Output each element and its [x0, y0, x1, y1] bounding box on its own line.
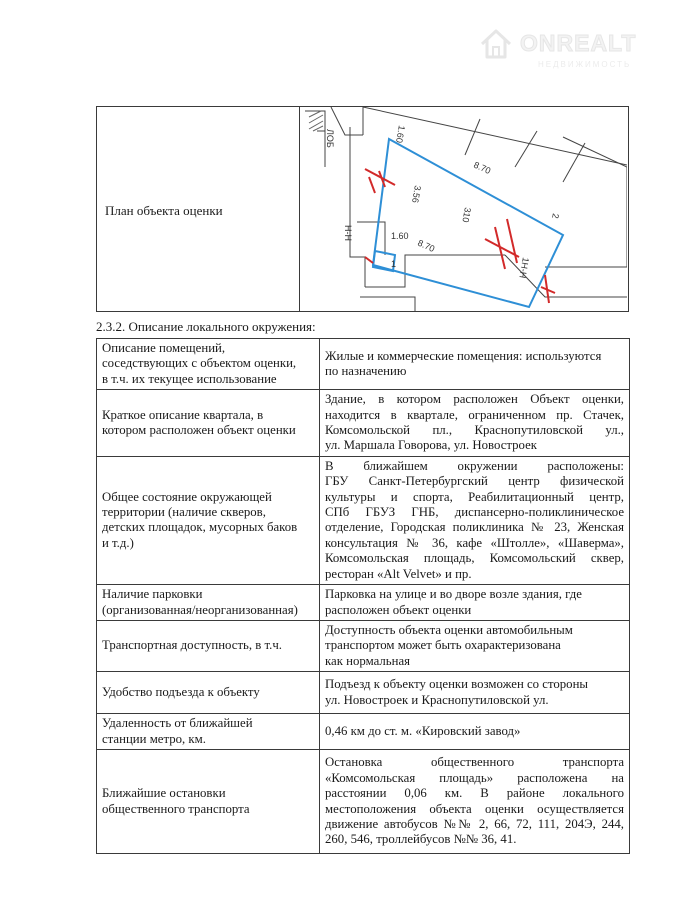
row-value-line: ГБУ Санкт-Петербургский центр физической	[325, 474, 624, 489]
table-row	[97, 585, 630, 621]
row-label-line: общественного транспорта	[102, 801, 250, 816]
plan-table	[96, 106, 629, 312]
row-value-line: транспортом может быть охарактеризована	[325, 638, 561, 653]
row-value-line: консультация № 36, кафе «Штолле», «Шаверма»,	[325, 535, 624, 550]
watermark-tagline: НЕДВИЖИМОСТЬ	[538, 60, 632, 69]
plan-text-2: 2	[550, 212, 561, 220]
plan-text-310: 310	[460, 206, 473, 224]
plan-text-1nn: 1Н-Н	[517, 256, 531, 280]
row-label-line: соседствующих с объектом оценки,	[102, 356, 297, 371]
row-value-line: Остановка общественного транспорта	[325, 755, 624, 770]
row-label	[97, 585, 320, 621]
row-label	[97, 672, 320, 714]
plan-label: План объекта оценки	[105, 203, 223, 218]
row-value-line: «Комсомольская площадь» расположена на	[325, 770, 624, 785]
row-value-line: 260, 546, троллейбусов №№ 36, 41.	[325, 832, 517, 847]
plan-text-870-bottom: 8.70	[416, 237, 437, 254]
plan-table-divider	[299, 107, 300, 311]
row-value-line: отделение, Городская поликлиника № 23, Женская	[325, 520, 624, 535]
row-value-line: 0,46 км до ст. м. «Кировский завод»	[325, 723, 521, 738]
row-value-line: Парковка на улице и во дворе возле здания, где	[325, 587, 582, 602]
row-value	[320, 585, 630, 621]
row-value-line: культуры и спорта, Реабилитационный центр,	[325, 489, 624, 504]
row-label-line: Транспортная доступность, в т.ч.	[102, 638, 282, 653]
floor-plan-drawing	[305, 107, 627, 311]
table-row	[97, 620, 630, 671]
row-value-line: Доступность объекта оценки автомобильным	[325, 622, 573, 637]
row-label-line: Наличие парковки	[102, 587, 203, 602]
row-value-line: движение автобусов №№ 2, 66, 72, 111, 204Э, 244,	[325, 817, 624, 832]
row-value	[320, 714, 630, 750]
row-value	[320, 620, 630, 671]
plan-text-nn: Н-Н	[343, 225, 353, 241]
row-label-line: Общее состояние окружающей	[102, 489, 272, 504]
row-label-line: и т.д.)	[102, 535, 134, 550]
row-label-line: Краткое описание квартала, в	[102, 407, 264, 422]
section-heading: 2.3.2. Описание локального окружения:	[96, 319, 316, 334]
plan-text-356: 3.56	[409, 184, 423, 204]
row-label-line: (организованная/неорганизованная)	[102, 602, 298, 617]
table-row	[97, 672, 630, 714]
row-label-line: территории (наличие скверов,	[102, 505, 266, 520]
watermark-brand: ONREALT	[520, 30, 637, 56]
table-row	[97, 750, 630, 854]
row-label	[97, 390, 320, 457]
row-label-line: Удаленность от ближайшей	[102, 716, 253, 731]
table-row	[97, 390, 630, 457]
row-label	[97, 339, 320, 390]
row-value-line: Комсомольская площадь, Комсомольский сквер,	[325, 551, 624, 566]
row-label-line: станции метро, км.	[102, 731, 206, 746]
row-label-line: в т.ч. их текущее использование	[102, 371, 277, 386]
row-value-line: В ближайшем окружении расположены:	[325, 458, 624, 473]
onrealt-watermark	[478, 22, 664, 78]
row-value-line: ул. Маршала Говорова, ул. Новостроек	[325, 438, 537, 453]
row-value	[320, 339, 630, 390]
table-row	[97, 714, 630, 750]
house-logo-icon	[478, 26, 514, 62]
plan-text-870-top: 8.70	[472, 159, 493, 176]
row-value	[320, 750, 630, 854]
row-label	[97, 750, 320, 854]
row-value-line: ул. Новостроек и Краснопутиловской ул.	[325, 692, 549, 707]
row-value-line: Подъезд к объекту оценки возможен со стороны	[325, 677, 589, 692]
row-value-line: по назначению	[325, 364, 407, 379]
row-label-line: Описание помещений,	[102, 341, 226, 355]
row-value	[320, 390, 630, 457]
plan-text-lob: ЛОБ	[325, 129, 335, 148]
row-label	[97, 620, 320, 671]
row-value	[320, 456, 630, 584]
plan-text-1: 1	[391, 259, 397, 269]
row-label-line: Удобство подъезда к объекту	[102, 684, 260, 699]
row-label-line: котором расположен объект оценки	[102, 423, 296, 438]
row-value-line: находится в квартале, ограниченном пр. Стачек,	[325, 407, 624, 422]
table-row	[97, 339, 630, 390]
row-value-line: Комсомольской пл., Краснопутиловской ул.,	[325, 423, 624, 438]
row-value-line: Здание, в котором расположен Объект оценки,	[325, 392, 624, 407]
plan-text-160-top: 1.60	[393, 124, 407, 144]
row-value-line: как нормальная	[325, 653, 411, 668]
row-label-line: детских площадок, мусорных баков	[102, 520, 298, 535]
row-value-line: местоположения объекта оценки осуществляется	[325, 801, 624, 816]
plan-text-160: 1.60	[391, 231, 409, 241]
row-label-line: Ближайшие остановки	[102, 786, 226, 801]
table-row	[97, 456, 630, 584]
row-value-line: СПб ГБУЗ ГНБ, диспансерно-поликлиническое	[325, 505, 624, 520]
row-value-line: расстоянии 0,06 км. В районе локального	[325, 786, 624, 801]
row-value-line: расположен объект оценки	[325, 602, 472, 617]
row-value-line: ресторан «Alt Velvet» и пр.	[325, 566, 472, 581]
row-value-line: Жилые и коммерческие помещения: используются	[325, 348, 602, 363]
row-label	[97, 714, 320, 750]
row-label	[97, 456, 320, 584]
local-environment-table	[96, 338, 630, 854]
row-value	[320, 672, 630, 714]
